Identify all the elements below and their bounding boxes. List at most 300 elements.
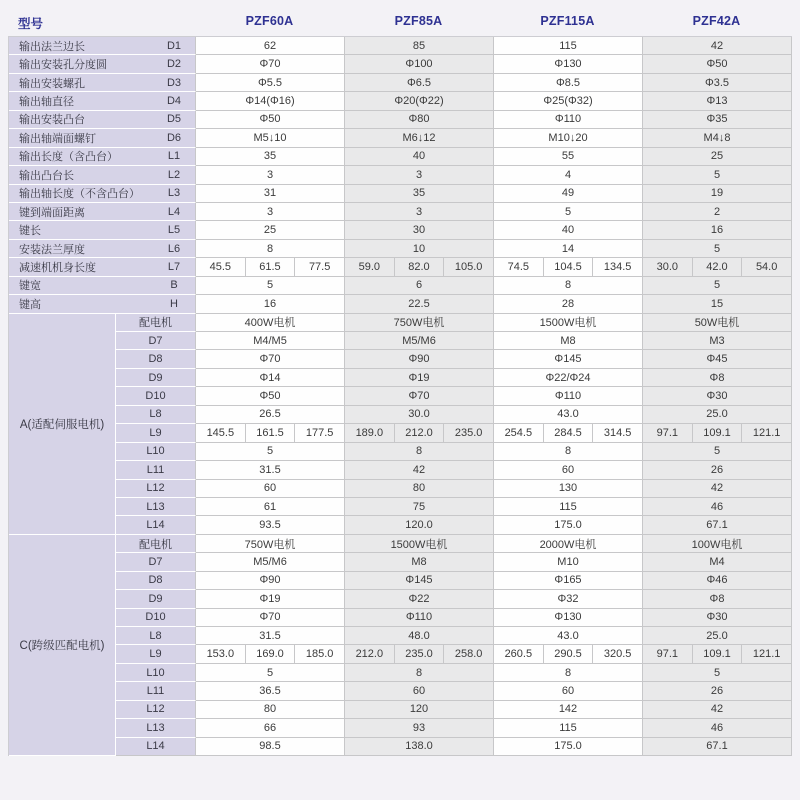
value-cell: 120.0 <box>345 516 494 534</box>
value-subcell: 59.0 <box>345 258 395 276</box>
value-cell: 115 <box>494 719 643 737</box>
dim-label: 减速机机身长度 <box>19 261 96 274</box>
model-name-pzf60a: PZF60A <box>245 14 294 28</box>
value-cell: 5 <box>643 240 792 258</box>
value-cell: Φ90 <box>345 350 494 368</box>
dim-row-header-content <box>9 204 195 220</box>
value-cell: 8 <box>345 443 494 461</box>
dim-label: 输出安装凸台 <box>19 114 85 127</box>
dim-row-header-content <box>9 56 195 72</box>
value-cell: 2 <box>643 203 792 221</box>
table-row <box>9 590 792 608</box>
value-cell: 5 <box>643 277 792 295</box>
value-subcell: 235.0 <box>395 645 445 663</box>
table-row <box>9 553 792 571</box>
value-cell: Φ19 <box>196 590 345 608</box>
table-row <box>9 406 792 424</box>
dim-code: D5 <box>166 113 182 126</box>
value-cell: Φ145 <box>494 350 643 368</box>
dim-code: L7 <box>167 260 181 273</box>
value-cell: Φ50 <box>196 111 345 129</box>
dim-row-header-content <box>9 111 195 127</box>
value-cell: M5↓10 <box>196 129 345 147</box>
table-row <box>9 701 792 719</box>
value-subcell: 258.0 <box>444 645 494 663</box>
value-cell: 42 <box>345 461 494 479</box>
dim-code-cell: 配电机 <box>116 314 196 332</box>
table-row <box>9 295 792 313</box>
value-subcell: 177.5 <box>295 424 345 442</box>
dim-label: 输出凸台长 <box>19 169 74 182</box>
dim-code: L5 <box>167 224 181 237</box>
value-cell: 75 <box>345 498 494 516</box>
dim-row-header-content <box>9 167 195 183</box>
value-subcell: 290.5 <box>544 645 594 663</box>
dim-row-header <box>9 37 196 55</box>
value-cell: 60 <box>494 682 643 700</box>
table-row <box>9 277 792 295</box>
dim-code: D4 <box>166 95 182 108</box>
value-subcell: 161.5 <box>246 424 296 442</box>
dim-row-header-content <box>9 93 195 109</box>
table-row <box>9 92 792 110</box>
dim-code-cell: D8 <box>116 350 196 368</box>
value-cell: 22.5 <box>345 295 494 313</box>
dim-code-cell: L9 <box>116 424 196 442</box>
value-cell: Φ8.5 <box>494 74 643 92</box>
value-cell: Φ20(Φ22) <box>345 92 494 110</box>
dim-row-header <box>9 258 196 276</box>
dim-row-header-content <box>9 296 195 312</box>
value-cell: Φ32 <box>494 590 643 608</box>
value-subcell: 185.0 <box>295 645 345 663</box>
value-cell: 14 <box>494 240 643 258</box>
value-cell: M10 <box>494 553 643 571</box>
value-cell: 5 <box>643 166 792 184</box>
value-cell: M5/M6 <box>196 553 345 571</box>
value-cell: 8 <box>494 277 643 295</box>
value-subcell: 284.5 <box>544 424 594 442</box>
value-cell: 31 <box>196 185 345 203</box>
value-cell: 100W电机 <box>643 535 792 553</box>
dim-code-cell: L10 <box>116 664 196 682</box>
table-row <box>9 498 792 516</box>
table-row <box>9 609 792 627</box>
table-row <box>9 424 792 442</box>
dim-code-cell: L14 <box>116 738 196 756</box>
value-subcell: 212.0 <box>395 424 445 442</box>
dim-label: 键高 <box>19 298 41 311</box>
value-cell: 8 <box>494 443 643 461</box>
value-cell: 60 <box>345 682 494 700</box>
table-row <box>9 37 792 55</box>
value-subcell: 109.1 <box>693 645 743 663</box>
dim-row-header <box>9 166 196 184</box>
table-row <box>9 148 792 166</box>
dim-row-header <box>9 221 196 239</box>
value-cell: Φ35 <box>643 111 792 129</box>
table-row <box>9 129 792 147</box>
value-cell: 4 <box>494 166 643 184</box>
value-cell: Φ14 <box>196 369 345 387</box>
dimension-spec-table <box>8 36 792 756</box>
value-cell: Φ46 <box>643 572 792 590</box>
dim-code: B <box>170 279 178 292</box>
value-cell: Φ6.5 <box>345 74 494 92</box>
value-cell: Φ30 <box>643 387 792 405</box>
value-cell: 26.5 <box>196 406 345 424</box>
table-row <box>9 443 792 461</box>
table-row <box>9 480 792 498</box>
dim-code-cell: D7 <box>116 553 196 571</box>
section-label-cell: C(跨级匹配电机) <box>9 535 116 756</box>
value-cell: 43.0 <box>494 627 643 645</box>
value-cell: 2000W电机 <box>494 535 643 553</box>
table-row <box>9 314 792 332</box>
value-cell: 5 <box>196 443 345 461</box>
table-row <box>9 738 792 756</box>
value-subcell: 153.0 <box>196 645 246 663</box>
dim-code: L6 <box>167 242 181 255</box>
value-cell: 5 <box>494 203 643 221</box>
value-cell: 67.1 <box>643 738 792 756</box>
value-cell: Φ14(Φ16) <box>196 92 345 110</box>
table-row <box>9 55 792 73</box>
value-cell: 5 <box>643 664 792 682</box>
value-cell: 49 <box>494 185 643 203</box>
value-cell: Φ70 <box>345 387 494 405</box>
value-cell: 46 <box>643 719 792 737</box>
dim-label: 键宽 <box>19 280 41 293</box>
value-cell: 25 <box>643 148 792 166</box>
value-cell: Φ50 <box>643 55 792 73</box>
value-cell: Φ25(Φ32) <box>494 92 643 110</box>
value-cell: 42 <box>643 480 792 498</box>
value-cell: 40 <box>494 221 643 239</box>
value-cell: 6 <box>345 277 494 295</box>
table-row <box>9 185 792 203</box>
table-row <box>9 332 792 350</box>
value-cell: 26 <box>643 682 792 700</box>
dim-code-cell: L11 <box>116 682 196 700</box>
table-row <box>9 369 792 387</box>
dim-row-header <box>9 240 196 258</box>
value-cell: Φ90 <box>196 572 345 590</box>
value-cell: Φ70 <box>196 55 345 73</box>
model-names <box>195 14 791 28</box>
value-cell: 1500W电机 <box>494 314 643 332</box>
dim-code: D6 <box>166 131 182 144</box>
dim-code-cell: L8 <box>116 406 196 424</box>
value-cell: 16 <box>643 221 792 239</box>
value-cell: 115 <box>494 37 643 55</box>
value-cell: 40 <box>345 148 494 166</box>
value-cell: 85 <box>345 37 494 55</box>
dim-label: 输出长度（含凸台） <box>19 151 118 164</box>
value-cell: 115 <box>494 498 643 516</box>
dim-code-cell: L13 <box>116 498 196 516</box>
dim-code: L2 <box>167 168 181 181</box>
dim-code: H <box>170 297 178 310</box>
value-subcell: 121.1 <box>742 645 792 663</box>
value-cell: M10↓20 <box>494 129 643 147</box>
value-cell: 8 <box>345 664 494 682</box>
value-cell: 31.5 <box>196 627 345 645</box>
dim-row-header-content <box>9 130 195 146</box>
value-cell: 10 <box>345 240 494 258</box>
value-cell: 750W电机 <box>196 535 345 553</box>
value-cell: 16 <box>196 295 345 313</box>
dim-code-cell: L14 <box>116 516 196 534</box>
value-cell: 93 <box>345 719 494 737</box>
value-cell: 8 <box>196 240 345 258</box>
dim-code-cell: D7 <box>116 332 196 350</box>
value-cell: 61 <box>196 498 345 516</box>
value-cell: 42 <box>643 37 792 55</box>
value-cell: Φ8 <box>643 590 792 608</box>
value-cell: M4↓8 <box>643 129 792 147</box>
table-row <box>9 203 792 221</box>
value-cell: 30 <box>345 221 494 239</box>
value-cell: Φ30 <box>643 609 792 627</box>
value-cell: Φ13 <box>643 92 792 110</box>
value-cell: 25.0 <box>643 406 792 424</box>
value-cell: Φ110 <box>494 111 643 129</box>
dim-code: D3 <box>166 76 182 89</box>
value-cell: M4/M5 <box>196 332 345 350</box>
value-cell: Φ70 <box>196 350 345 368</box>
table-row <box>9 719 792 737</box>
value-cell: 3 <box>345 203 494 221</box>
value-subcell: 212.0 <box>345 645 395 663</box>
model-name-pzf85a: PZF85A <box>394 14 443 28</box>
dim-label: 输出轴端面螺钉 <box>19 132 96 145</box>
value-subcell: 314.5 <box>593 424 643 442</box>
dim-code-cell: L9 <box>116 645 196 663</box>
value-cell: 3 <box>345 166 494 184</box>
value-cell: 26 <box>643 461 792 479</box>
dim-row-header <box>9 129 196 147</box>
table-row <box>9 535 792 553</box>
dim-label: 键到端面距离 <box>19 206 85 219</box>
value-cell: 19 <box>643 185 792 203</box>
table-row <box>9 166 792 184</box>
table-row <box>9 387 792 405</box>
value-subcell: 134.5 <box>593 258 643 276</box>
dim-label: 输出轴直径 <box>19 96 74 109</box>
value-cell: Φ110 <box>494 387 643 405</box>
value-cell: 35 <box>345 185 494 203</box>
dim-row-header-content <box>9 259 195 275</box>
value-subcell: 320.5 <box>593 645 643 663</box>
dim-code-cell: D10 <box>116 609 196 627</box>
value-cell: 138.0 <box>345 738 494 756</box>
dim-label: 输出安装孔分度圆 <box>19 59 107 72</box>
value-subcell: 121.1 <box>742 424 792 442</box>
dim-code: D2 <box>166 58 182 71</box>
table-row <box>9 74 792 92</box>
dim-row-header <box>9 148 196 166</box>
value-cell: 1500W电机 <box>345 535 494 553</box>
value-subcell: 109.1 <box>693 424 743 442</box>
value-subcell: 74.5 <box>494 258 544 276</box>
value-subcell: 82.0 <box>395 258 445 276</box>
value-cell: 120 <box>345 701 494 719</box>
value-cell: Φ3.5 <box>643 74 792 92</box>
value-cell: Φ22/Φ24 <box>494 369 643 387</box>
dim-code: D1 <box>166 39 182 52</box>
value-cell: 93.5 <box>196 516 345 534</box>
value-cell: Φ130 <box>494 55 643 73</box>
dim-row-header-content <box>9 75 195 91</box>
value-cell: 60 <box>494 461 643 479</box>
value-subcell: 145.5 <box>196 424 246 442</box>
value-subcell: 169.0 <box>246 645 296 663</box>
dim-code-cell: 配电机 <box>116 535 196 553</box>
dim-code-cell: L12 <box>116 480 196 498</box>
value-cell: 42 <box>643 701 792 719</box>
model-name-pzf115a: PZF115A <box>540 14 595 28</box>
dim-row-header <box>9 55 196 73</box>
value-cell: 5 <box>196 664 345 682</box>
value-subcell: 235.0 <box>444 424 494 442</box>
dim-code-cell: L12 <box>116 701 196 719</box>
dim-code-cell: D9 <box>116 590 196 608</box>
table-row <box>9 572 792 590</box>
value-cell: 35 <box>196 148 345 166</box>
dim-row-header <box>9 74 196 92</box>
dim-code-cell: L8 <box>116 627 196 645</box>
value-cell: 43.0 <box>494 406 643 424</box>
value-cell: 25.0 <box>643 627 792 645</box>
section-label-cell: A(适配伺服电机) <box>9 314 116 535</box>
dim-row-header-content <box>9 148 195 164</box>
dim-code-cell: L13 <box>116 719 196 737</box>
value-cell: Φ8 <box>643 369 792 387</box>
table-row <box>9 240 792 258</box>
value-cell: M3 <box>643 332 792 350</box>
value-cell: 80 <box>345 480 494 498</box>
table-row <box>9 258 792 276</box>
dim-row-header-content <box>9 38 195 54</box>
dim-row-header <box>9 277 196 295</box>
table-row <box>9 516 792 534</box>
value-cell: 36.5 <box>196 682 345 700</box>
value-cell: 48.0 <box>345 627 494 645</box>
dim-label: 输出安装螺孔 <box>19 77 85 90</box>
value-cell: 3 <box>196 166 345 184</box>
dim-row-header <box>9 203 196 221</box>
value-cell: 66 <box>196 719 345 737</box>
value-cell: Φ45 <box>643 350 792 368</box>
value-cell: 46 <box>643 498 792 516</box>
dim-label: 安装法兰厚度 <box>19 243 85 256</box>
dim-row-header <box>9 295 196 313</box>
value-cell: Φ110 <box>345 609 494 627</box>
dim-code-cell: D9 <box>116 369 196 387</box>
value-cell: 130 <box>494 480 643 498</box>
value-subcell: 54.0 <box>742 258 792 276</box>
value-cell: Φ100 <box>345 55 494 73</box>
model-name-pzf42a: PZF42A <box>692 14 741 28</box>
value-cell: 80 <box>196 701 345 719</box>
table-row <box>9 111 792 129</box>
value-cell: 25 <box>196 221 345 239</box>
value-cell: 50W电机 <box>643 314 792 332</box>
value-cell: Φ80 <box>345 111 494 129</box>
dim-label: 输出法兰边长 <box>19 40 85 53</box>
value-subcell: 30.0 <box>643 258 693 276</box>
value-cell: M6↓12 <box>345 129 494 147</box>
value-cell: Φ22 <box>345 590 494 608</box>
table-row <box>9 461 792 479</box>
value-cell: 8 <box>494 664 643 682</box>
dim-code: L3 <box>167 187 181 200</box>
value-cell: 5 <box>196 277 345 295</box>
value-subcell: 254.5 <box>494 424 544 442</box>
dim-row-header-content <box>9 241 195 257</box>
value-cell: M8 <box>345 553 494 571</box>
value-cell: 60 <box>196 480 345 498</box>
dim-code: L1 <box>167 150 181 163</box>
value-cell: 67.1 <box>643 516 792 534</box>
value-subcell: 260.5 <box>494 645 544 663</box>
value-cell: 62 <box>196 37 345 55</box>
dim-code-cell: L11 <box>116 461 196 479</box>
dim-label: 键长 <box>19 225 41 238</box>
table-row <box>9 350 792 368</box>
value-subcell: 97.1 <box>643 424 693 442</box>
value-cell: 400W电机 <box>196 314 345 332</box>
value-cell: Φ145 <box>345 572 494 590</box>
dim-row-header <box>9 111 196 129</box>
value-cell: Φ165 <box>494 572 643 590</box>
dim-row-header-content <box>9 222 195 238</box>
value-cell: Φ19 <box>345 369 494 387</box>
value-cell: Φ130 <box>494 609 643 627</box>
value-subcell: 104.5 <box>544 258 594 276</box>
value-cell: Φ5.5 <box>196 74 345 92</box>
table-header-row <box>0 10 800 36</box>
table-row <box>9 645 792 663</box>
value-cell: 175.0 <box>494 738 643 756</box>
dim-row-header <box>9 185 196 203</box>
value-subcell: 77.5 <box>295 258 345 276</box>
model-column-title: 型号 <box>18 17 44 31</box>
value-cell: M4 <box>643 553 792 571</box>
dim-row-header <box>9 92 196 110</box>
value-cell: M8 <box>494 332 643 350</box>
value-cell: 31.5 <box>196 461 345 479</box>
dim-code-cell: D8 <box>116 572 196 590</box>
value-cell: 5 <box>643 443 792 461</box>
dim-row-header-content <box>9 185 195 201</box>
value-cell: Φ70 <box>196 609 345 627</box>
table-row <box>9 682 792 700</box>
value-subcell: 61.5 <box>246 258 296 276</box>
value-subcell: 105.0 <box>444 258 494 276</box>
value-cell: Φ50 <box>196 387 345 405</box>
value-cell: 750W电机 <box>345 314 494 332</box>
table-row <box>9 664 792 682</box>
value-cell: 15 <box>643 295 792 313</box>
dim-row-header-content <box>9 277 195 293</box>
value-cell: 98.5 <box>196 738 345 756</box>
value-cell: M5/M6 <box>345 332 494 350</box>
dim-code: L4 <box>167 205 181 218</box>
value-cell: 142 <box>494 701 643 719</box>
value-subcell: 42.0 <box>693 258 743 276</box>
